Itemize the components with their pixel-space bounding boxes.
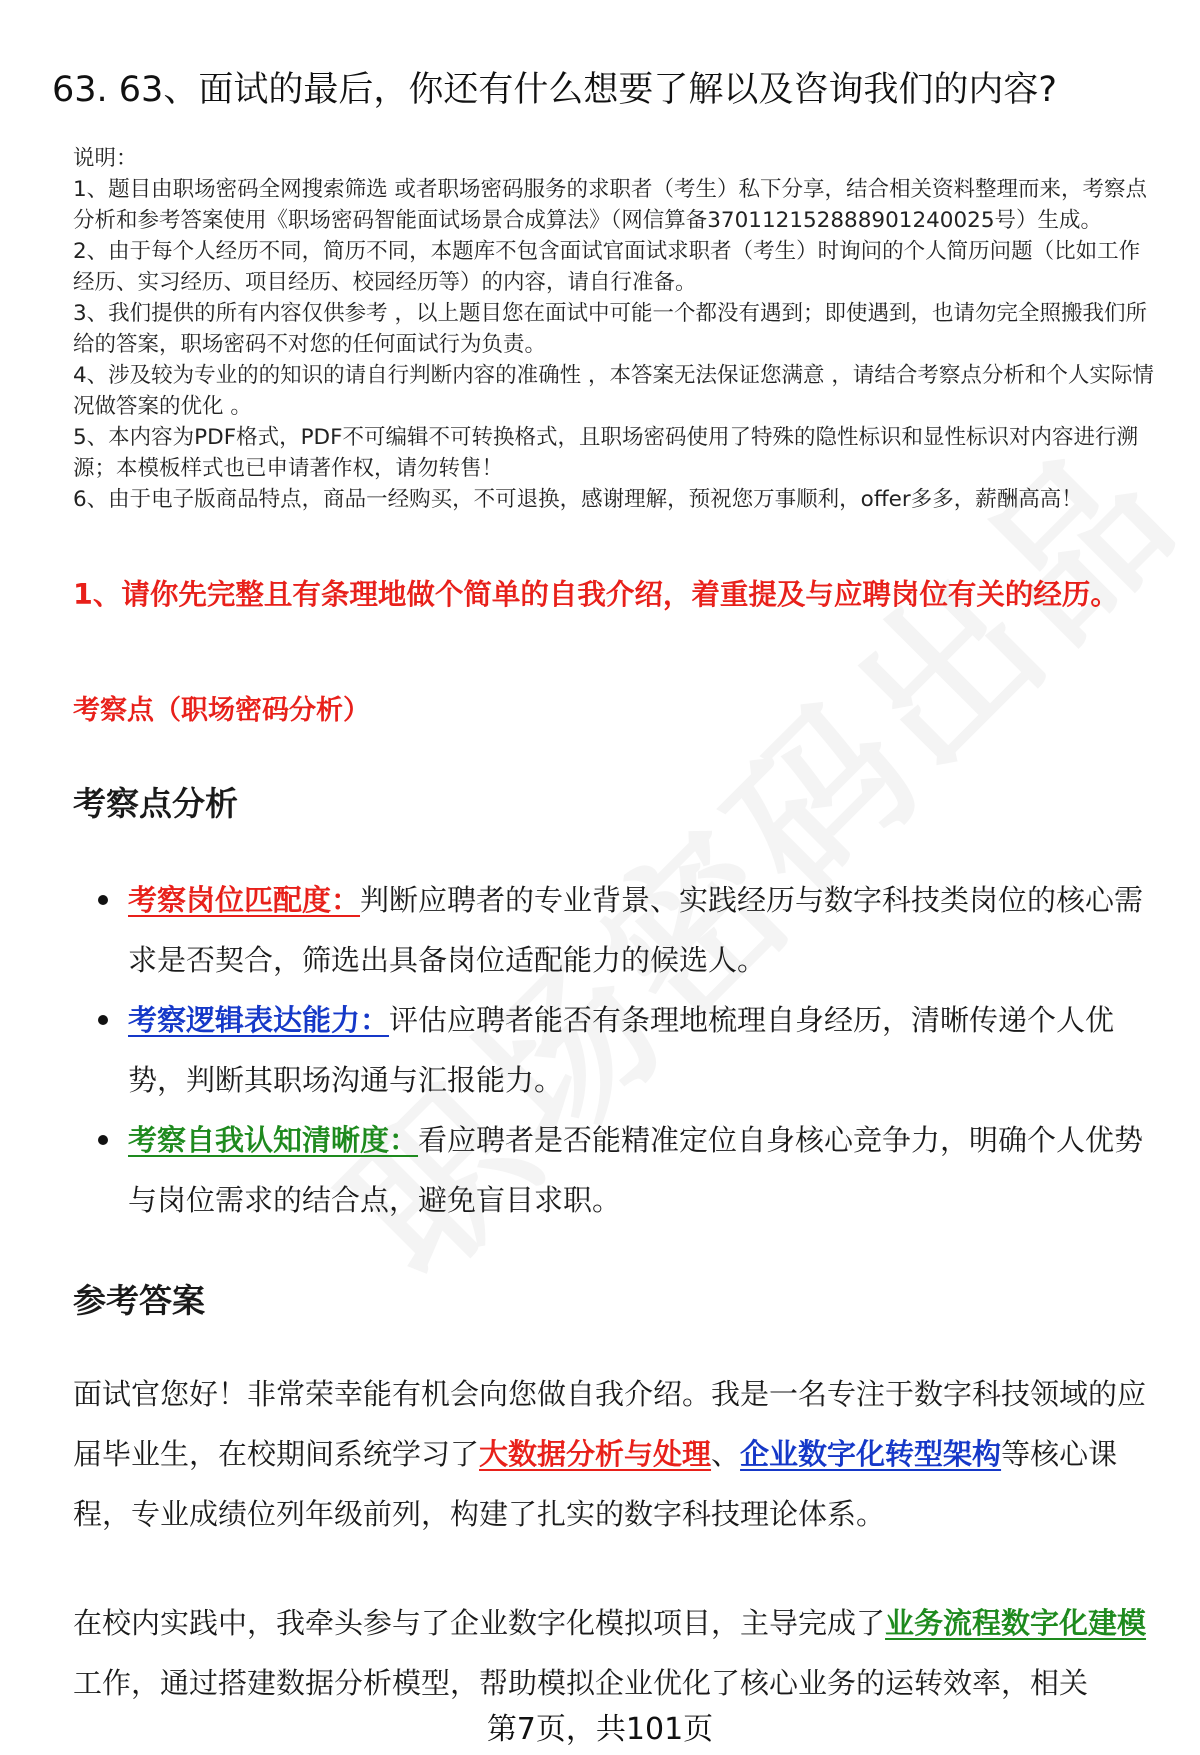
notes-block xyxy=(73,143,1158,515)
notes-item: 5、本内容为PDF格式，PDF不可编辑不可转换格式，且职场密码使用了特殊的隐性标识和显性标识对内容进行溯源；本模板样式也已申请著作权，请勿转售！ xyxy=(73,425,1138,481)
answer-text: 工作，通过搭建数据分析模型，帮助模拟企业优化了核心业务的运转效率，相关 xyxy=(73,1666,1089,1700)
notes-item: 6、由于电子版商品特点，商品一经购买，不可退换，感谢理解，预祝您万事顺利，offer多多，薪酬高高！ xyxy=(73,487,1083,512)
question-title: 63. 63、面试的最后，你还有什么想要了解以及咨询我们的内容? xyxy=(52,70,1057,110)
answer-text: 等核心课程，专业成绩位列年级前列，构建了扎实的数字科技理论体系。 xyxy=(73,1437,1118,1531)
analysis-item-lead: 考察岗位匹配度： xyxy=(128,883,361,917)
answer-text: 在校内实践中，我牵头参与了企业数字化模拟项目，主导完成了 xyxy=(73,1606,886,1640)
analysis-heading: 考察点分析 xyxy=(73,784,238,823)
notes-heading: 说明： xyxy=(73,146,138,171)
analysis-item xyxy=(128,870,1148,990)
answer-paragraph xyxy=(73,1593,1153,1713)
bullet-dot-icon xyxy=(98,1015,108,1025)
answer-text: 面试官您好！非常荣幸能有机会向您做自我介绍。我是一名专注于数字科技领域的应届毕业生，在校期间系统学习了 xyxy=(73,1377,1147,1471)
notes-item: 1、题目由职场密码全网搜索筛选 或者职场密码服务的求职者（考生）私下分享，结合相关资料整理而来，考察点分析和参考答案使用《职场密码智能面试场景合成算法》（网信算备370112152888901240025号）生成。 xyxy=(73,177,1148,233)
analysis-item-text: 评估应聘者能否有条理地梳理自身经历，清晰传递个人优势，判断其职场沟通与汇报能力。 xyxy=(128,1003,1115,1097)
answer-highlight: 业务流程数字化建模 xyxy=(885,1606,1147,1640)
answer-highlight: 大数据分析与处理 xyxy=(479,1437,712,1471)
bullet-dot-icon xyxy=(98,1135,108,1145)
analysis-item-lead: 考察逻辑表达能力： xyxy=(128,1003,390,1037)
analysis-item xyxy=(128,990,1148,1110)
bullet-dot-icon xyxy=(98,895,108,905)
analysis-item-text: 看应聘者是否能精准定位自身核心竞争力，明确个人优势与岗位需求的结合点，避免盲目求职。 xyxy=(128,1123,1144,1217)
analysis-item xyxy=(128,1110,1148,1230)
analysis-list xyxy=(128,870,1148,1230)
notes-item: 4、涉及较为专业的的知识的请自行判断内容的准确性 ，本答案无法保证您满意 ，请结合考察点分析和个人实际情况做答案的优化 。 xyxy=(73,363,1154,419)
answer-highlight: 企业数字化转型架构 xyxy=(740,1437,1002,1471)
answer-paragraph xyxy=(73,1364,1153,1544)
answer-heading: 参考答案 xyxy=(73,1281,205,1320)
interview-question: 1、请你先完整且有条理地做个简单的自我介绍，着重提及与应聘岗位有关的经历。 xyxy=(73,578,1119,611)
kaochadian-label: 考察点（职场密码分析） xyxy=(73,695,370,726)
notes-item: 2、由于每个人经历不同，简历不同，本题库不包含面试官面试求职者（考生）时询问的个人简历问题（比如工作经历、实习经历、项目经历、校园经历等）的内容，请自行准备。 xyxy=(73,239,1141,295)
answer-text: 、 xyxy=(711,1437,741,1471)
analysis-item-text: 判断应聘者的专业背景、实践经历与数字科技类岗位的核心需求是否契合，筛选出具备岗位适配能力的候选人。 xyxy=(128,883,1144,977)
analysis-item-lead: 考察自我认知清晰度： xyxy=(128,1123,419,1157)
page-footer: 第7页，共101页 xyxy=(486,1712,714,1747)
notes-item: 3、我们提供的所有内容仅供参考 ，以上题目您在面试中可能一个都没有遇到；即使遇到，也请勿完全照搬我们所给的答案，职场密码不对您的任何面试行为负责。 xyxy=(73,301,1148,357)
